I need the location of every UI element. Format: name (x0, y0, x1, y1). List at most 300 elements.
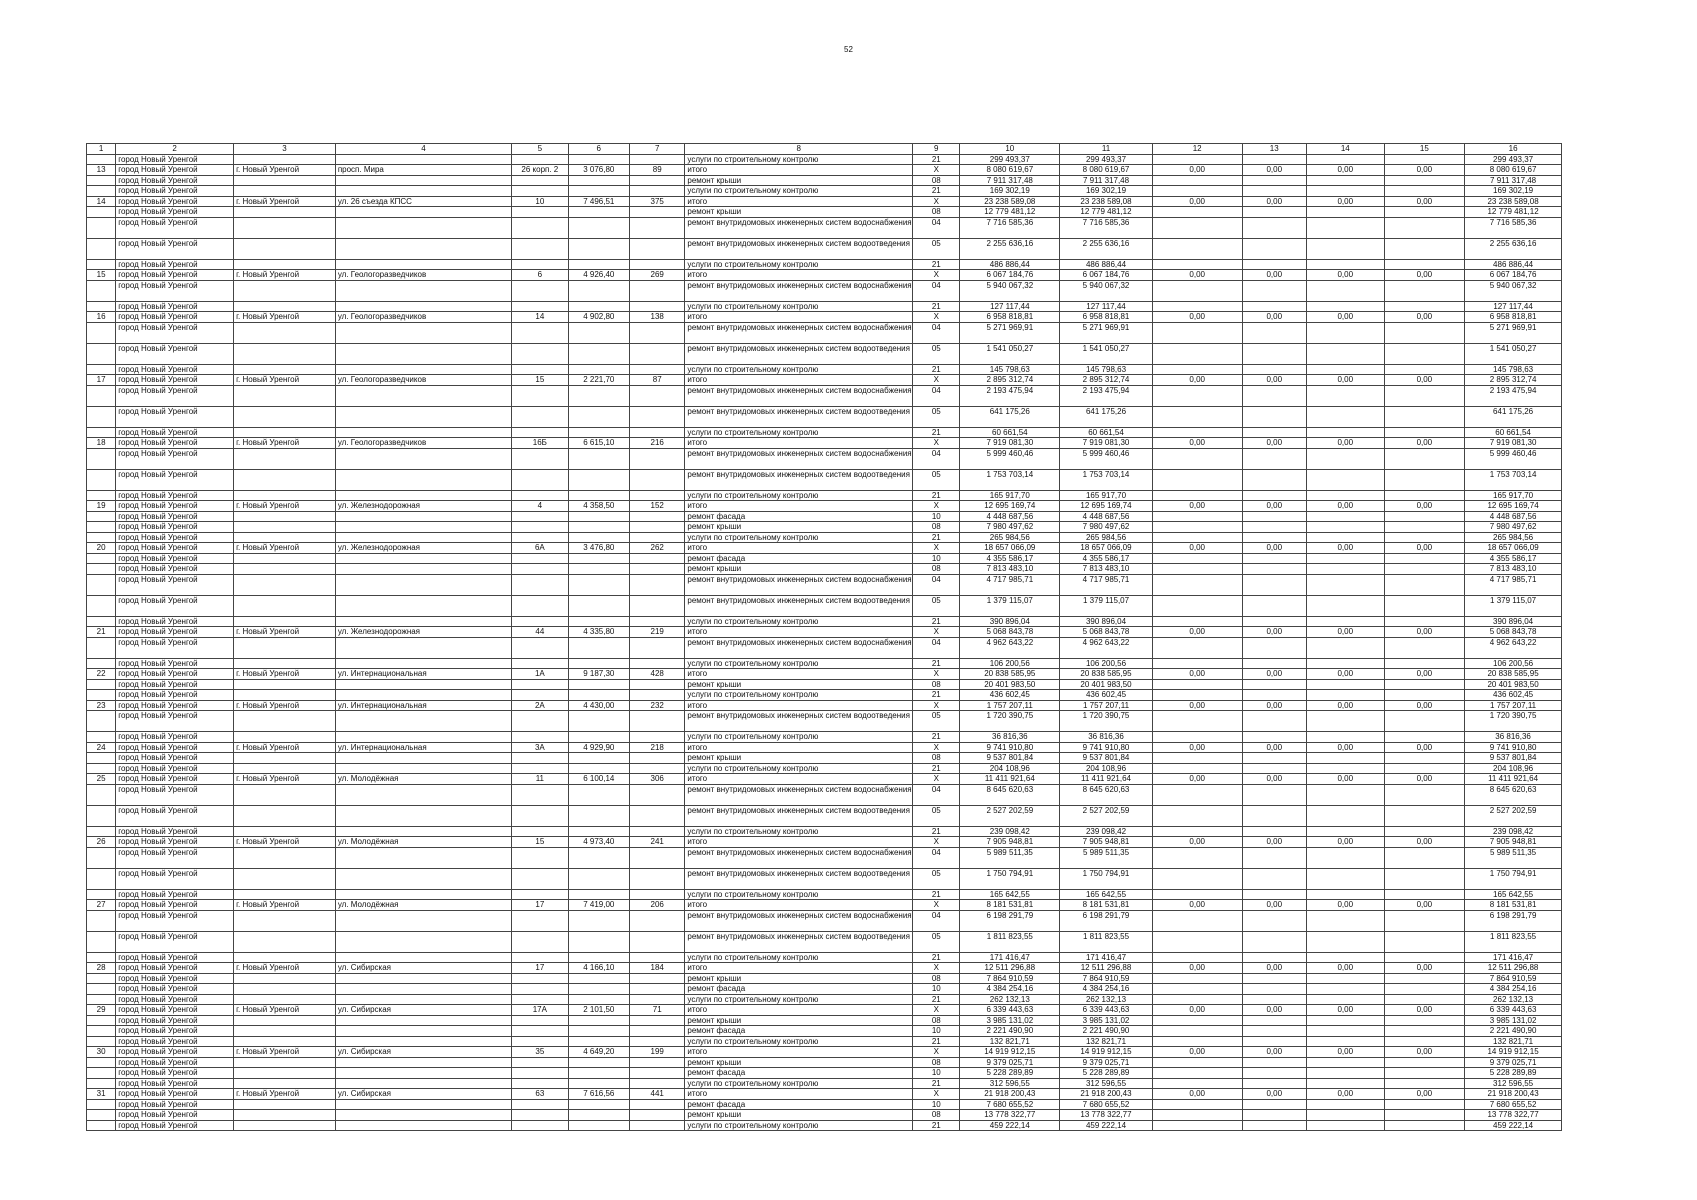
table-cell (1152, 1036, 1242, 1047)
table-cell (630, 1068, 685, 1079)
table-cell (1152, 259, 1242, 270)
table-cell (512, 931, 568, 952)
table-cell: ремонт крыши (685, 175, 913, 186)
table-cell: 262 132,13 (1060, 994, 1153, 1005)
table-cell: город Новый Уренгой (116, 511, 234, 522)
table-cell (630, 931, 685, 952)
table-cell: 132 821,71 (1465, 1036, 1562, 1047)
table-cell (234, 931, 336, 952)
table-cell (568, 238, 629, 259)
table-cell (1152, 868, 1242, 889)
table-cell (512, 1068, 568, 1079)
table-cell: город Новый Уренгой (116, 931, 234, 952)
table-cell (630, 1078, 685, 1089)
column-number: 2 (116, 144, 234, 155)
table-cell (335, 1078, 511, 1089)
table-cell (630, 637, 685, 658)
table-cell: 9 741 910,80 (960, 742, 1060, 753)
table-cell (1306, 532, 1384, 543)
table-cell: 21 918 200,43 (960, 1089, 1060, 1100)
table-cell: 5 068 843,78 (960, 627, 1060, 638)
table-cell (1384, 186, 1465, 197)
table-cell (335, 732, 511, 743)
table-cell: 4 717 985,71 (1060, 574, 1153, 595)
table-cell (568, 679, 629, 690)
table-cell: город Новый Уренгой (116, 1068, 234, 1079)
table-cell (87, 490, 116, 501)
table-cell: 05 (913, 805, 960, 826)
table-cell (335, 532, 511, 543)
table-cell (568, 364, 629, 375)
table-cell: 436 602,45 (1465, 690, 1562, 701)
table-cell: город Новый Уренгой (116, 805, 234, 826)
table-cell: 5 068 843,78 (1060, 627, 1153, 638)
table-cell (87, 385, 116, 406)
table-cell: 21 (913, 186, 960, 197)
table-cell: 269 (630, 270, 685, 281)
table-cell: 0,00 (1306, 270, 1384, 281)
table-cell: 20 838 585,95 (960, 669, 1060, 680)
table-cell: город Новый Уренгой (116, 406, 234, 427)
table-cell: услуги по строительному контролю (685, 259, 913, 270)
table-cell: 0,00 (1242, 165, 1306, 176)
table-cell (335, 637, 511, 658)
table-cell: 04 (913, 448, 960, 469)
table-cell (1242, 973, 1306, 984)
table-cell (234, 1057, 336, 1068)
table-cell: город Новый Уренгой (116, 1099, 234, 1110)
column-number: 11 (1060, 144, 1153, 155)
table-cell (87, 1068, 116, 1079)
table-cell: итого (685, 742, 913, 753)
table-cell (87, 952, 116, 963)
table-cell (630, 658, 685, 669)
column-number-row (87, 144, 1562, 155)
table-cell (1242, 595, 1306, 616)
table-cell (630, 711, 685, 732)
column-number: 15 (1384, 144, 1465, 155)
table-cell (1152, 217, 1242, 238)
table-cell: 08 (913, 679, 960, 690)
table-cell (335, 1110, 511, 1121)
table-cell (87, 186, 116, 197)
table-cell: 0,00 (1306, 627, 1384, 638)
table-cell: город Новый Уренгой (116, 742, 234, 753)
table-cell (568, 448, 629, 469)
table-cell (1152, 1078, 1242, 1089)
table-cell (512, 511, 568, 522)
table-cell (630, 984, 685, 995)
table-cell: итого (685, 375, 913, 386)
table-cell (335, 553, 511, 564)
table-cell: 12 511 296,88 (960, 963, 1060, 974)
table-cell: 14 919 912,15 (1060, 1047, 1153, 1058)
table-cell (335, 490, 511, 501)
table-cell (630, 511, 685, 522)
table-cell: ремонт фасада (685, 984, 913, 995)
table-cell (335, 931, 511, 952)
table-cell: 0,00 (1384, 196, 1465, 207)
table-cell: ремонт крыши (685, 522, 913, 533)
table-cell: X (913, 543, 960, 554)
table-cell: 5 989 511,35 (1060, 847, 1153, 868)
table-cell (568, 511, 629, 522)
table-cell: 0,00 (1384, 501, 1465, 512)
table-cell: г. Новый Уренгой (234, 774, 336, 785)
table-cell: 36 816,36 (1465, 732, 1562, 743)
table-cell: 0,00 (1152, 312, 1242, 323)
table-cell: город Новый Уренгой (116, 952, 234, 963)
table-cell (1384, 679, 1465, 690)
table-cell (1242, 637, 1306, 658)
table-cell (335, 175, 511, 186)
table-cell: город Новый Уренгой (116, 1036, 234, 1047)
table-cell: город Новый Уренгой (116, 543, 234, 554)
table-cell (630, 784, 685, 805)
column-number: 12 (1152, 144, 1242, 155)
table-cell (335, 784, 511, 805)
table-cell: город Новый Уренгой (116, 774, 234, 785)
table-cell (568, 522, 629, 533)
table-cell: 23 (87, 700, 116, 711)
table-cell: 6 958 818,81 (1060, 312, 1153, 323)
table-cell (512, 343, 568, 364)
table-row (87, 963, 1562, 974)
table-cell (630, 553, 685, 564)
table-cell (335, 427, 511, 438)
table-cell: город Новый Уренгой (116, 1026, 234, 1037)
table-cell: 12 695 169,74 (960, 501, 1060, 512)
table-cell (1384, 574, 1465, 595)
table-cell: 165 642,55 (1060, 889, 1153, 900)
table-cell (630, 763, 685, 774)
table-cell (1242, 952, 1306, 963)
table-row (87, 574, 1562, 595)
table-cell (1242, 679, 1306, 690)
table-cell: 641 175,26 (1060, 406, 1153, 427)
table-cell (568, 973, 629, 984)
table-cell (568, 805, 629, 826)
table-cell: город Новый Уренгой (116, 900, 234, 911)
column-number: 16 (1465, 144, 1562, 155)
table-cell (335, 984, 511, 995)
table-row (87, 973, 1562, 984)
table-cell: 171 416,47 (960, 952, 1060, 963)
table-cell (630, 595, 685, 616)
table-row (87, 564, 1562, 575)
table-cell (87, 753, 116, 764)
table-cell: 13 (87, 165, 116, 176)
table-cell: г. Новый Уренгой (234, 963, 336, 974)
table-cell: ул. Железнодорожная (335, 501, 511, 512)
table-cell: 1 753 703,14 (1465, 469, 1562, 490)
table-cell (512, 574, 568, 595)
table-cell: ремонт внутридомовых инженерных систем водоотведения (685, 343, 913, 364)
table-cell: 0,00 (1152, 700, 1242, 711)
table-cell: ул. Сибирская (335, 963, 511, 974)
table-cell (234, 1078, 336, 1089)
table-cell: г. Новый Уренгой (234, 501, 336, 512)
table-cell (87, 553, 116, 564)
table-cell: 0,00 (1242, 196, 1306, 207)
table-cell: услуги по строительному контролю (685, 490, 913, 501)
table-cell (1242, 805, 1306, 826)
table-cell: город Новый Уренгой (116, 469, 234, 490)
table-cell: 18 657 066,09 (1060, 543, 1153, 554)
table-row (87, 553, 1562, 564)
table-cell (1242, 511, 1306, 522)
table-cell: 165 917,70 (1060, 490, 1153, 501)
table-cell: 1 541 050,27 (960, 343, 1060, 364)
table-cell (1242, 564, 1306, 575)
table-cell (1306, 973, 1384, 984)
table-cell: 04 (913, 322, 960, 343)
table-cell: г. Новый Уренгой (234, 837, 336, 848)
table-cell (1384, 1120, 1465, 1131)
table-cell (512, 952, 568, 963)
table-cell (1152, 889, 1242, 900)
table-cell: 12 779 481,12 (960, 207, 1060, 218)
table-row (87, 343, 1562, 364)
table-cell: услуги по строительному контролю (685, 364, 913, 375)
table-cell (1242, 175, 1306, 186)
table-cell: 219 (630, 627, 685, 638)
table-row (87, 1057, 1562, 1068)
table-cell: 17А (512, 1005, 568, 1016)
table-cell (512, 322, 568, 343)
table-cell: ремонт внутридомовых инженерных систем водоснабжения (685, 217, 913, 238)
table-row (87, 742, 1562, 753)
table-cell: 21 (913, 427, 960, 438)
table-cell: 04 (913, 847, 960, 868)
table-cell: 21 (913, 259, 960, 270)
table-cell (1306, 805, 1384, 826)
table-cell: ул. Сибирская (335, 1047, 511, 1058)
table-cell: 7 419,00 (568, 900, 629, 911)
table-cell: г. Новый Уренгой (234, 1005, 336, 1016)
table-cell (1306, 301, 1384, 312)
table-cell (512, 763, 568, 774)
table-cell (568, 574, 629, 595)
table-cell: 7 680 655,52 (1465, 1099, 1562, 1110)
table-cell (568, 1110, 629, 1121)
column-number: 3 (234, 144, 336, 155)
table-cell (87, 280, 116, 301)
table-cell: 35 (512, 1047, 568, 1058)
table-cell: 0,00 (1306, 742, 1384, 753)
table-cell: 5 228 289,89 (1060, 1068, 1153, 1079)
table-cell: 8 645 620,63 (1465, 784, 1562, 805)
page-number: 52 (844, 45, 853, 54)
table-cell (335, 868, 511, 889)
table-cell (1306, 259, 1384, 270)
table-cell: 63 (512, 1089, 568, 1100)
table-cell: город Новый Уренгой (116, 679, 234, 690)
table-cell: 6 067 184,76 (1060, 270, 1153, 281)
table-cell: 0,00 (1384, 669, 1465, 680)
table-cell: город Новый Уренгой (116, 186, 234, 197)
table-cell: 21 (913, 994, 960, 1005)
table-cell (1152, 1099, 1242, 1110)
table-cell: ремонт крыши (685, 753, 913, 764)
table-cell: 08 (913, 1057, 960, 1068)
table-cell (1384, 1078, 1465, 1089)
table-cell (335, 1057, 511, 1068)
table-cell (1242, 1057, 1306, 1068)
table-row (87, 280, 1562, 301)
table-cell (1306, 553, 1384, 564)
table-cell (1152, 553, 1242, 564)
table-cell: 239 098,42 (1465, 826, 1562, 837)
table-cell: 4 973,40 (568, 837, 629, 848)
table-cell (568, 553, 629, 564)
table-cell (87, 154, 116, 165)
table-cell (630, 364, 685, 375)
table-cell: 1 811 823,55 (1060, 931, 1153, 952)
table-cell (630, 805, 685, 826)
table-cell: X (913, 196, 960, 207)
table-cell: 16Б (512, 438, 568, 449)
table-cell (335, 364, 511, 375)
table-cell: 13 778 322,77 (1060, 1110, 1153, 1121)
table-cell (1152, 637, 1242, 658)
table-cell: 6 067 184,76 (1465, 270, 1562, 281)
table-cell (1384, 1057, 1465, 1068)
table-cell: 1А (512, 669, 568, 680)
table-cell (1306, 175, 1384, 186)
table-cell: 21 (913, 952, 960, 963)
table-cell: 127 117,44 (1060, 301, 1153, 312)
table-cell (87, 1057, 116, 1068)
table-cell: услуги по строительному контролю (685, 1078, 913, 1089)
table-cell (1242, 847, 1306, 868)
table-cell: ремонт крыши (685, 973, 913, 984)
table-cell: 21 (913, 1036, 960, 1047)
table-cell (630, 574, 685, 595)
table-cell (1306, 910, 1384, 931)
table-cell: 2 255 636,16 (1465, 238, 1562, 259)
table-cell (234, 532, 336, 543)
table-cell (568, 1036, 629, 1047)
table-cell: услуги по строительному контролю (685, 186, 913, 197)
table-cell (234, 1015, 336, 1026)
table-cell: город Новый Уренгой (116, 690, 234, 701)
table-cell (1384, 301, 1465, 312)
table-cell (1384, 406, 1465, 427)
table-cell (630, 259, 685, 270)
table-row (87, 774, 1562, 785)
table-cell: город Новый Уренгой (116, 1015, 234, 1026)
table-cell: 0,00 (1242, 900, 1306, 911)
table-cell: 2 895 312,74 (1465, 375, 1562, 386)
table-cell: город Новый Уренгой (116, 1089, 234, 1100)
table-row (87, 1036, 1562, 1047)
table-cell: 20 (87, 543, 116, 554)
table-cell (1306, 427, 1384, 438)
table-cell (87, 301, 116, 312)
table-cell (568, 280, 629, 301)
table-cell: 436 602,45 (960, 690, 1060, 701)
table-cell: 0,00 (1242, 270, 1306, 281)
table-cell: 16 (87, 312, 116, 323)
table-cell: 0,00 (1242, 375, 1306, 386)
table-cell: услуги по строительному контролю (685, 889, 913, 900)
table-cell (630, 238, 685, 259)
table-cell: 2 527 202,59 (960, 805, 1060, 826)
table-cell: 9 537 801,84 (960, 753, 1060, 764)
table-cell (630, 973, 685, 984)
table-cell (630, 847, 685, 868)
table-cell: 60 661,54 (960, 427, 1060, 438)
table-cell: 169 302,19 (1060, 186, 1153, 197)
table-cell: 4 384 254,16 (1465, 984, 1562, 995)
table-cell: 20 838 585,95 (1060, 669, 1153, 680)
table-cell (87, 1099, 116, 1110)
table-cell (1242, 763, 1306, 774)
table-cell: 5 940 067,32 (1465, 280, 1562, 301)
table-cell: город Новый Уренгой (116, 532, 234, 543)
column-number: 5 (512, 144, 568, 155)
table-cell (568, 732, 629, 743)
table-cell: 0,00 (1242, 438, 1306, 449)
table-cell (1242, 553, 1306, 564)
table-cell: 21 (913, 616, 960, 627)
table-cell: 7 911 317,48 (960, 175, 1060, 186)
table-cell (568, 952, 629, 963)
table-cell: 138 (630, 312, 685, 323)
table-cell (87, 207, 116, 218)
table-cell: 299 493,37 (1465, 154, 1562, 165)
table-cell: ремонт внутридомовых инженерных систем водоснабжения (685, 574, 913, 595)
table-cell: город Новый Уренгой (116, 595, 234, 616)
table-cell (1384, 532, 1465, 543)
table-cell: город Новый Уренгой (116, 270, 234, 281)
table-cell: 145 798,63 (960, 364, 1060, 375)
table-cell (234, 280, 336, 301)
table-cell (568, 1026, 629, 1037)
table-cell (1152, 448, 1242, 469)
table-cell: 375 (630, 196, 685, 207)
table-cell (1152, 186, 1242, 197)
table-cell: ул. Геологоразведчиков (335, 375, 511, 386)
table-cell (335, 186, 511, 197)
table-cell: 11 411 921,64 (1465, 774, 1562, 785)
table-row (87, 616, 1562, 627)
table-cell: 0,00 (1242, 1089, 1306, 1100)
table-cell: 9 741 910,80 (1060, 742, 1153, 753)
table-cell: 29 (87, 1005, 116, 1016)
table-cell (234, 711, 336, 732)
table-cell: ул. Геологоразведчиков (335, 270, 511, 281)
table-cell (335, 753, 511, 764)
table-cell: г. Новый Уренгой (234, 196, 336, 207)
table-cell (1306, 1110, 1384, 1121)
table-cell: 0,00 (1384, 375, 1465, 386)
table-cell: 1 720 390,75 (960, 711, 1060, 732)
table-cell: 14 919 912,15 (1465, 1047, 1562, 1058)
table-cell (1306, 595, 1384, 616)
table-cell: 7 716 585,36 (1465, 217, 1562, 238)
table-cell (1306, 1068, 1384, 1079)
table-cell: 390 896,04 (1465, 616, 1562, 627)
table-cell: г. Новый Уренгой (234, 900, 336, 911)
table-cell (1306, 511, 1384, 522)
table-cell (630, 522, 685, 533)
table-cell: 36 816,36 (960, 732, 1060, 743)
table-cell (1152, 679, 1242, 690)
table-cell (1242, 784, 1306, 805)
table-cell (87, 931, 116, 952)
